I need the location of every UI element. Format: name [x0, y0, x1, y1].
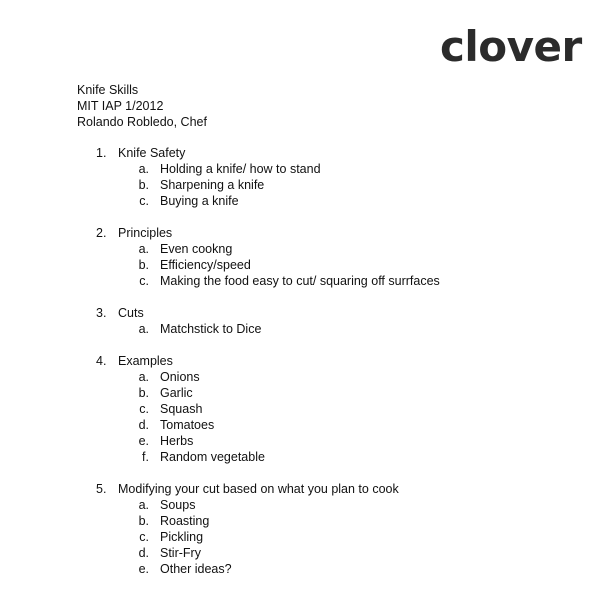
item-text: Matchstick to Dice — [160, 322, 262, 336]
outline-section — [0, 225, 600, 289]
item-text: Sharpening a knife — [160, 178, 265, 192]
section-heading — [0, 145, 600, 161]
item-text: Making the food easy to cut/ squaring off surrfaces — [160, 274, 440, 288]
document-header — [77, 82, 207, 130]
section-number: 3. — [96, 306, 107, 320]
outline-section — [0, 481, 600, 577]
item-letter: d. — [138, 546, 149, 560]
item-letter: a. — [138, 162, 149, 176]
outline-section — [0, 305, 600, 337]
document-title: Knife Skills — [77, 83, 139, 97]
item-text: Onions — [160, 370, 200, 384]
list-item — [0, 545, 600, 561]
list-item — [0, 257, 600, 273]
list-item — [0, 417, 600, 433]
outline-section — [0, 145, 600, 209]
list-item — [0, 193, 600, 209]
item-letter: a. — [138, 242, 149, 256]
list-item — [0, 177, 600, 193]
section-title: Knife Safety — [118, 146, 186, 160]
section-title: Examples — [118, 354, 173, 368]
section-number: 1. — [96, 146, 107, 160]
list-item — [0, 449, 600, 465]
section-heading — [0, 481, 600, 497]
item-letter: b. — [138, 258, 149, 272]
item-letter: e. — [138, 562, 149, 576]
item-letter: c. — [139, 194, 149, 208]
list-item — [0, 433, 600, 449]
item-text: Buying a knife — [160, 194, 239, 208]
item-text: Other ideas? — [160, 562, 232, 576]
item-letter: c. — [139, 402, 149, 416]
item-letter: b. — [138, 386, 149, 400]
section-number: 5. — [96, 482, 107, 496]
item-letter: e. — [138, 434, 149, 448]
item-letter: c. — [139, 530, 149, 544]
list-item — [0, 529, 600, 545]
section-number: 2. — [96, 226, 107, 240]
list-item — [0, 241, 600, 257]
item-letter: f. — [142, 450, 149, 464]
list-item — [0, 497, 600, 513]
list-item — [0, 161, 600, 177]
item-text: Soups — [160, 498, 196, 512]
clover-logo: clover — [440, 22, 582, 71]
item-letter: a. — [138, 322, 149, 336]
item-text: Roasting — [160, 514, 210, 528]
section-title: Cuts — [118, 306, 144, 320]
item-text: Herbs — [160, 434, 194, 448]
list-item — [0, 369, 600, 385]
item-letter: c. — [139, 274, 149, 288]
list-item — [0, 273, 600, 289]
section-number: 4. — [96, 354, 107, 368]
outline-list — [0, 145, 600, 593]
list-item — [0, 321, 600, 337]
item-letter: b. — [138, 514, 149, 528]
item-text: Stir-Fry — [160, 546, 201, 560]
item-letter: a. — [138, 498, 149, 512]
item-text: Random vegetable — [160, 450, 265, 464]
author-label: Rolando Robledo, Chef — [77, 115, 207, 129]
section-title: Modifying your cut based on what you plan to cook — [118, 482, 399, 496]
item-letter: b. — [138, 178, 149, 192]
item-text: Squash — [160, 402, 203, 416]
item-text: Garlic — [160, 386, 193, 400]
list-item — [0, 513, 600, 529]
item-letter: a. — [138, 370, 149, 384]
list-item — [0, 561, 600, 577]
list-item — [0, 401, 600, 417]
outline-section — [0, 353, 600, 465]
section-heading — [0, 305, 600, 321]
item-text: Efficiency/speed — [160, 258, 251, 272]
item-letter: d. — [138, 418, 149, 432]
item-text: Tomatoes — [160, 418, 215, 432]
section-heading — [0, 353, 600, 369]
item-text: Pickling — [160, 530, 204, 544]
section-heading — [0, 225, 600, 241]
section-title: Principles — [118, 226, 173, 240]
item-text: Even cookng — [160, 242, 233, 256]
list-item — [0, 385, 600, 401]
item-text: Holding a knife/ how to stand — [160, 162, 321, 176]
course-label: MIT IAP 1/2012 — [77, 99, 164, 113]
